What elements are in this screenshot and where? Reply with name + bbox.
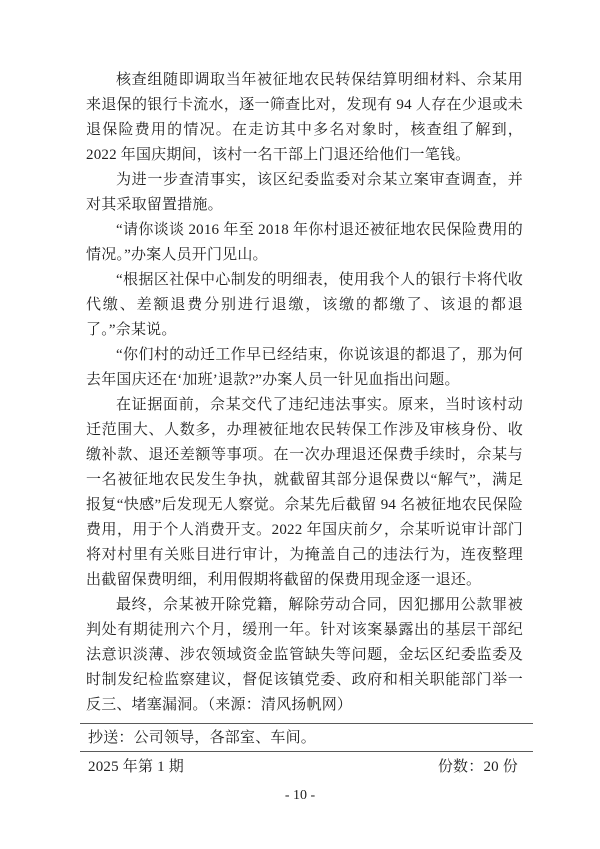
paragraph: 为进一步查清事实，该区纪委监委对佘某立案审查调查，并对其采取留置措施。 [86, 172, 523, 213]
paragraph: “你们村的动迁工作早已经结束，你说该退的都退了，那为何去年国庆还在‘加班’退款?”办案人员一针见血指出问题。 [86, 347, 523, 388]
paragraph: 在证据面前，佘某交代了违纪违法事实。原来，当时该村动迁范围大、人数多，办理被征地农民转保工作涉及审核身份、收缴补款、退还差额等事项。在一次办理退还保费手续时，佘某与一名被征地农民发生争执，就截留其部分退保费以“解气”，满足报复“快感”后发现无人察觉。佘某先后截留 94 名被征地农民保险费用，用于个人消费开支。2022 年国庆前夕，佘某听说审计部门将对村里有关账目进行审计，为掩盖自己的违法行为，连夜整理出截留保费明细，利用假期将截留的保费用现金逐一退还。 [86, 397, 523, 588]
footer-divider-bottom [80, 751, 533, 752]
document-body-text [86, 68, 523, 718]
page-number: - 10 - [284, 788, 316, 803]
paragraph: “请你谈谈 2016 年至 2018 年你村退还被征地农民保险费用的情况。”办案人员开门见山。 [86, 222, 523, 263]
paragraph: 最终，佘某被开除党籍，解除劳动合同，因犯挪用公款罪被判处有期徒刑六个月，缓刑一年。针对该案暴露出的基层干部纪法意识淡薄、涉农领域资金监管缺失等问题，金坛区纪委监委及时制发纪检监察建议，督促该镇党委、政府和相关职能部门举一反三、堵塞漏洞。（来源：清风扬帆网） [86, 597, 523, 713]
issue-info-row [88, 756, 518, 778]
paragraph: 核查组随即调取当年被征地农民转保结算明细材料、佘某用来退保的银行卡流水，逐一筛查比对，发现有 94 人存在少退或未退保险费用的情况。在走访其中多名对象时，核查组了解到，2022 年国庆期间，该村一名干部上门退还给他们一笔钱。 [86, 72, 523, 163]
footer-divider-top [80, 723, 533, 724]
copies-count-label: 份数：20 份 [437, 759, 518, 775]
paragraph: “根据区社保中心制发的明细表，使用我个人的银行卡将代收代缴、差额退费分别进行退缴，该缴的都缴了、该退的都退了。”佘某说。 [86, 272, 523, 338]
issue-number-label: 2025 年第 1 期 [88, 759, 184, 775]
cc-distribution-line: 抄送：公司领导，各部室、车间。 [88, 730, 317, 746]
